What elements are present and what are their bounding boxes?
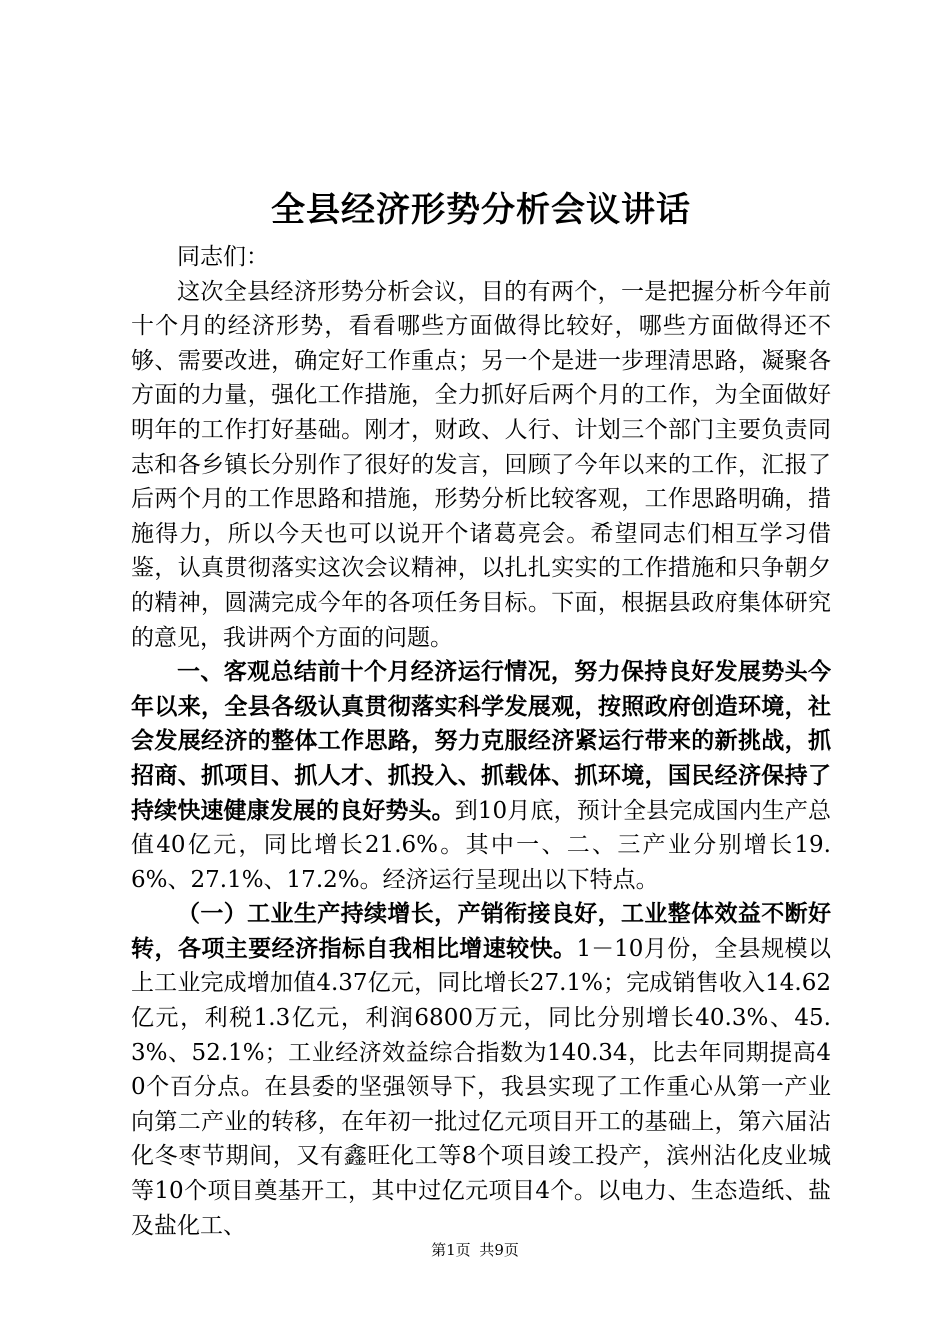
document-title: 全县经济形势分析会议讲话 bbox=[271, 190, 691, 230]
paragraph-bold-lead: （一）工业生产持续增长，产销衔接良好，工业整体效益不断好转，各项主要经济指标自我相比增速较快。 bbox=[131, 900, 831, 962]
page-footer bbox=[0, 1240, 950, 1260]
page-total: 共9页 bbox=[479, 1241, 519, 1259]
paragraph-bold-lead: 一、客观总结前十个月经济运行情况，努力保持良好发展势头今年以来，全县各级认真贯彻落实科学发展观，按照政府创造环境，社会发展经济的整体工作思路，努力克服经济紧运行带来的新挑战，抓招商、抓项目、抓人才、抓投入、抓载体、抓环境，国民经济保持了持续快速健康发展的良好势头。 bbox=[131, 658, 831, 824]
paragraph-intro bbox=[131, 275, 831, 656]
paragraph-body: 1－10月份，全县规模以上工业完成增加值4.37亿元，同比增长27.1%；完成销售收入14.62亿元，利税1.3亿元，利润6800万元，同比分别增长40.3%、45.3%、52.1%；工业经济效益综合指数为140.34，比去年同期提高40个百分点。在县委的坚强领导下，我县实现了工作重心从第一产业向第二产业的转移，在年初一批过亿元项目开工的基础上，第六届沾化冬枣节期间，又有鑫旺化工等8个项目竣工投产，滨州沾化皮业城等10个项目奠基开工，其中过亿元项目4个。以电力、生态造纸、盐及盐化工、 bbox=[131, 935, 831, 1239]
paragraph-body: 到10月底，预计全县完成国内生产总值40亿元，同比增长21.6%。其中一、二、三产业分别增长19.6%、27.1%、17.2%。经济运行呈现出以下特点。 bbox=[131, 797, 831, 893]
document-page bbox=[131, 180, 831, 1243]
paragraph-subsection-one bbox=[131, 897, 831, 1243]
salutation: 同志们： bbox=[177, 244, 269, 270]
paragraph-body: 这次全县经济形势分析会议，目的有两个，一是把握分析今年前十个月的经济形势，看看哪些方面做得比较好，哪些方面做得还不够、需要改进，确定好工作重点；另一个是进一步理清思路，凝聚各方面的力量，强化工作措施，全力抓好后两个月的工作，为全面做好明年的工作打好基础。刚才，财政、人行、计划三个部门主要负责同志和各乡镇长分别作了很好的发言，回顾了今年以来的工作，汇报了后两个月的工作思路和措施，形势分析比较客观，工作思路明确，措施得力，所以今天也可以说开个诸葛亮会。希望同志们相互学习借鉴，认真贯彻落实这次会议精神，以扎扎实实的工作措施和只争朝夕的精神，圆满完成今年的各项任务目标。下面，根据县政府集体研究的意见，我讲两个方面的问题。 bbox=[131, 278, 831, 651]
paragraph-section-one bbox=[131, 655, 831, 897]
page-number: 第1页 bbox=[431, 1241, 471, 1259]
